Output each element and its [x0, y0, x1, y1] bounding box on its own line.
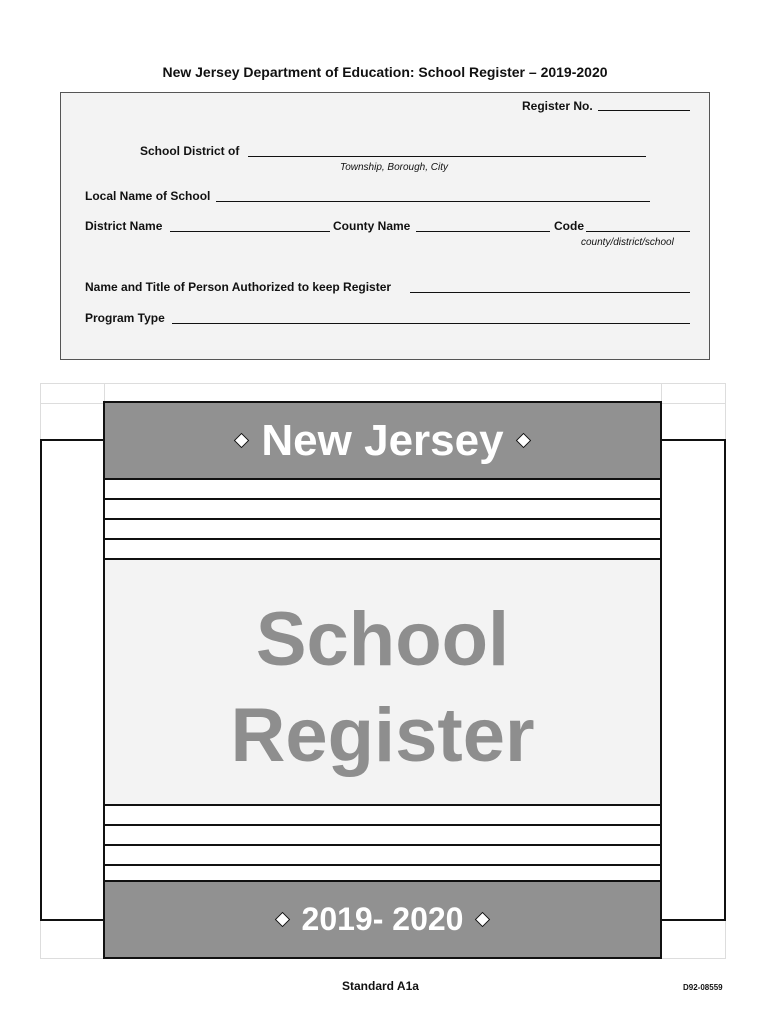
local-name-label: Local Name of School	[85, 189, 211, 203]
guide-line	[40, 383, 726, 384]
diamond-icon	[234, 433, 250, 449]
cover-bottom-band	[105, 880, 660, 957]
code-label: Code	[554, 219, 584, 233]
register-cover	[103, 401, 662, 959]
left-spine-panel	[40, 439, 105, 921]
cover-top-stripes	[105, 480, 660, 560]
diamond-icon	[515, 433, 531, 449]
cover-state-title: New Jersey	[261, 415, 504, 465]
code-note: county/district/school	[581, 237, 674, 248]
school-district-field[interactable]	[248, 156, 646, 157]
district-name-label: District Name	[85, 219, 163, 233]
page-title: New Jersey Department of Education: School Register – 2019-2020	[162, 64, 608, 80]
school-district-note: Township, Borough, City	[340, 162, 449, 173]
district-name-field[interactable]	[170, 231, 330, 232]
cover-top-band	[105, 403, 660, 480]
cover-years: 2019- 2020	[301, 901, 464, 937]
diamond-icon	[475, 912, 491, 928]
authorized-person-label: Name and Title of Person Authorized to keep Register	[85, 280, 392, 294]
form-code: D92-08559	[683, 983, 723, 992]
diamond-icon	[274, 912, 290, 928]
guide-line	[104, 383, 105, 403]
register-no-label: Register No.	[522, 99, 593, 113]
program-type-label: Program Type	[85, 311, 165, 325]
cover-register-word: Register	[230, 693, 535, 778]
program-type-field[interactable]	[172, 323, 690, 324]
right-spine-panel	[660, 439, 726, 921]
cover-school-word: School	[255, 597, 510, 682]
code-field[interactable]	[586, 231, 690, 232]
authorized-person-field[interactable]	[410, 292, 690, 293]
county-name-field[interactable]	[416, 231, 550, 232]
register-no-field[interactable]	[598, 110, 690, 111]
school-district-label: School District of	[140, 144, 240, 158]
standard-label: Standard A1a	[342, 979, 419, 993]
cover-bottom-stripes	[105, 804, 660, 884]
county-name-label: County Name	[333, 219, 411, 233]
local-name-field[interactable]	[216, 201, 650, 202]
guide-line	[661, 383, 662, 403]
